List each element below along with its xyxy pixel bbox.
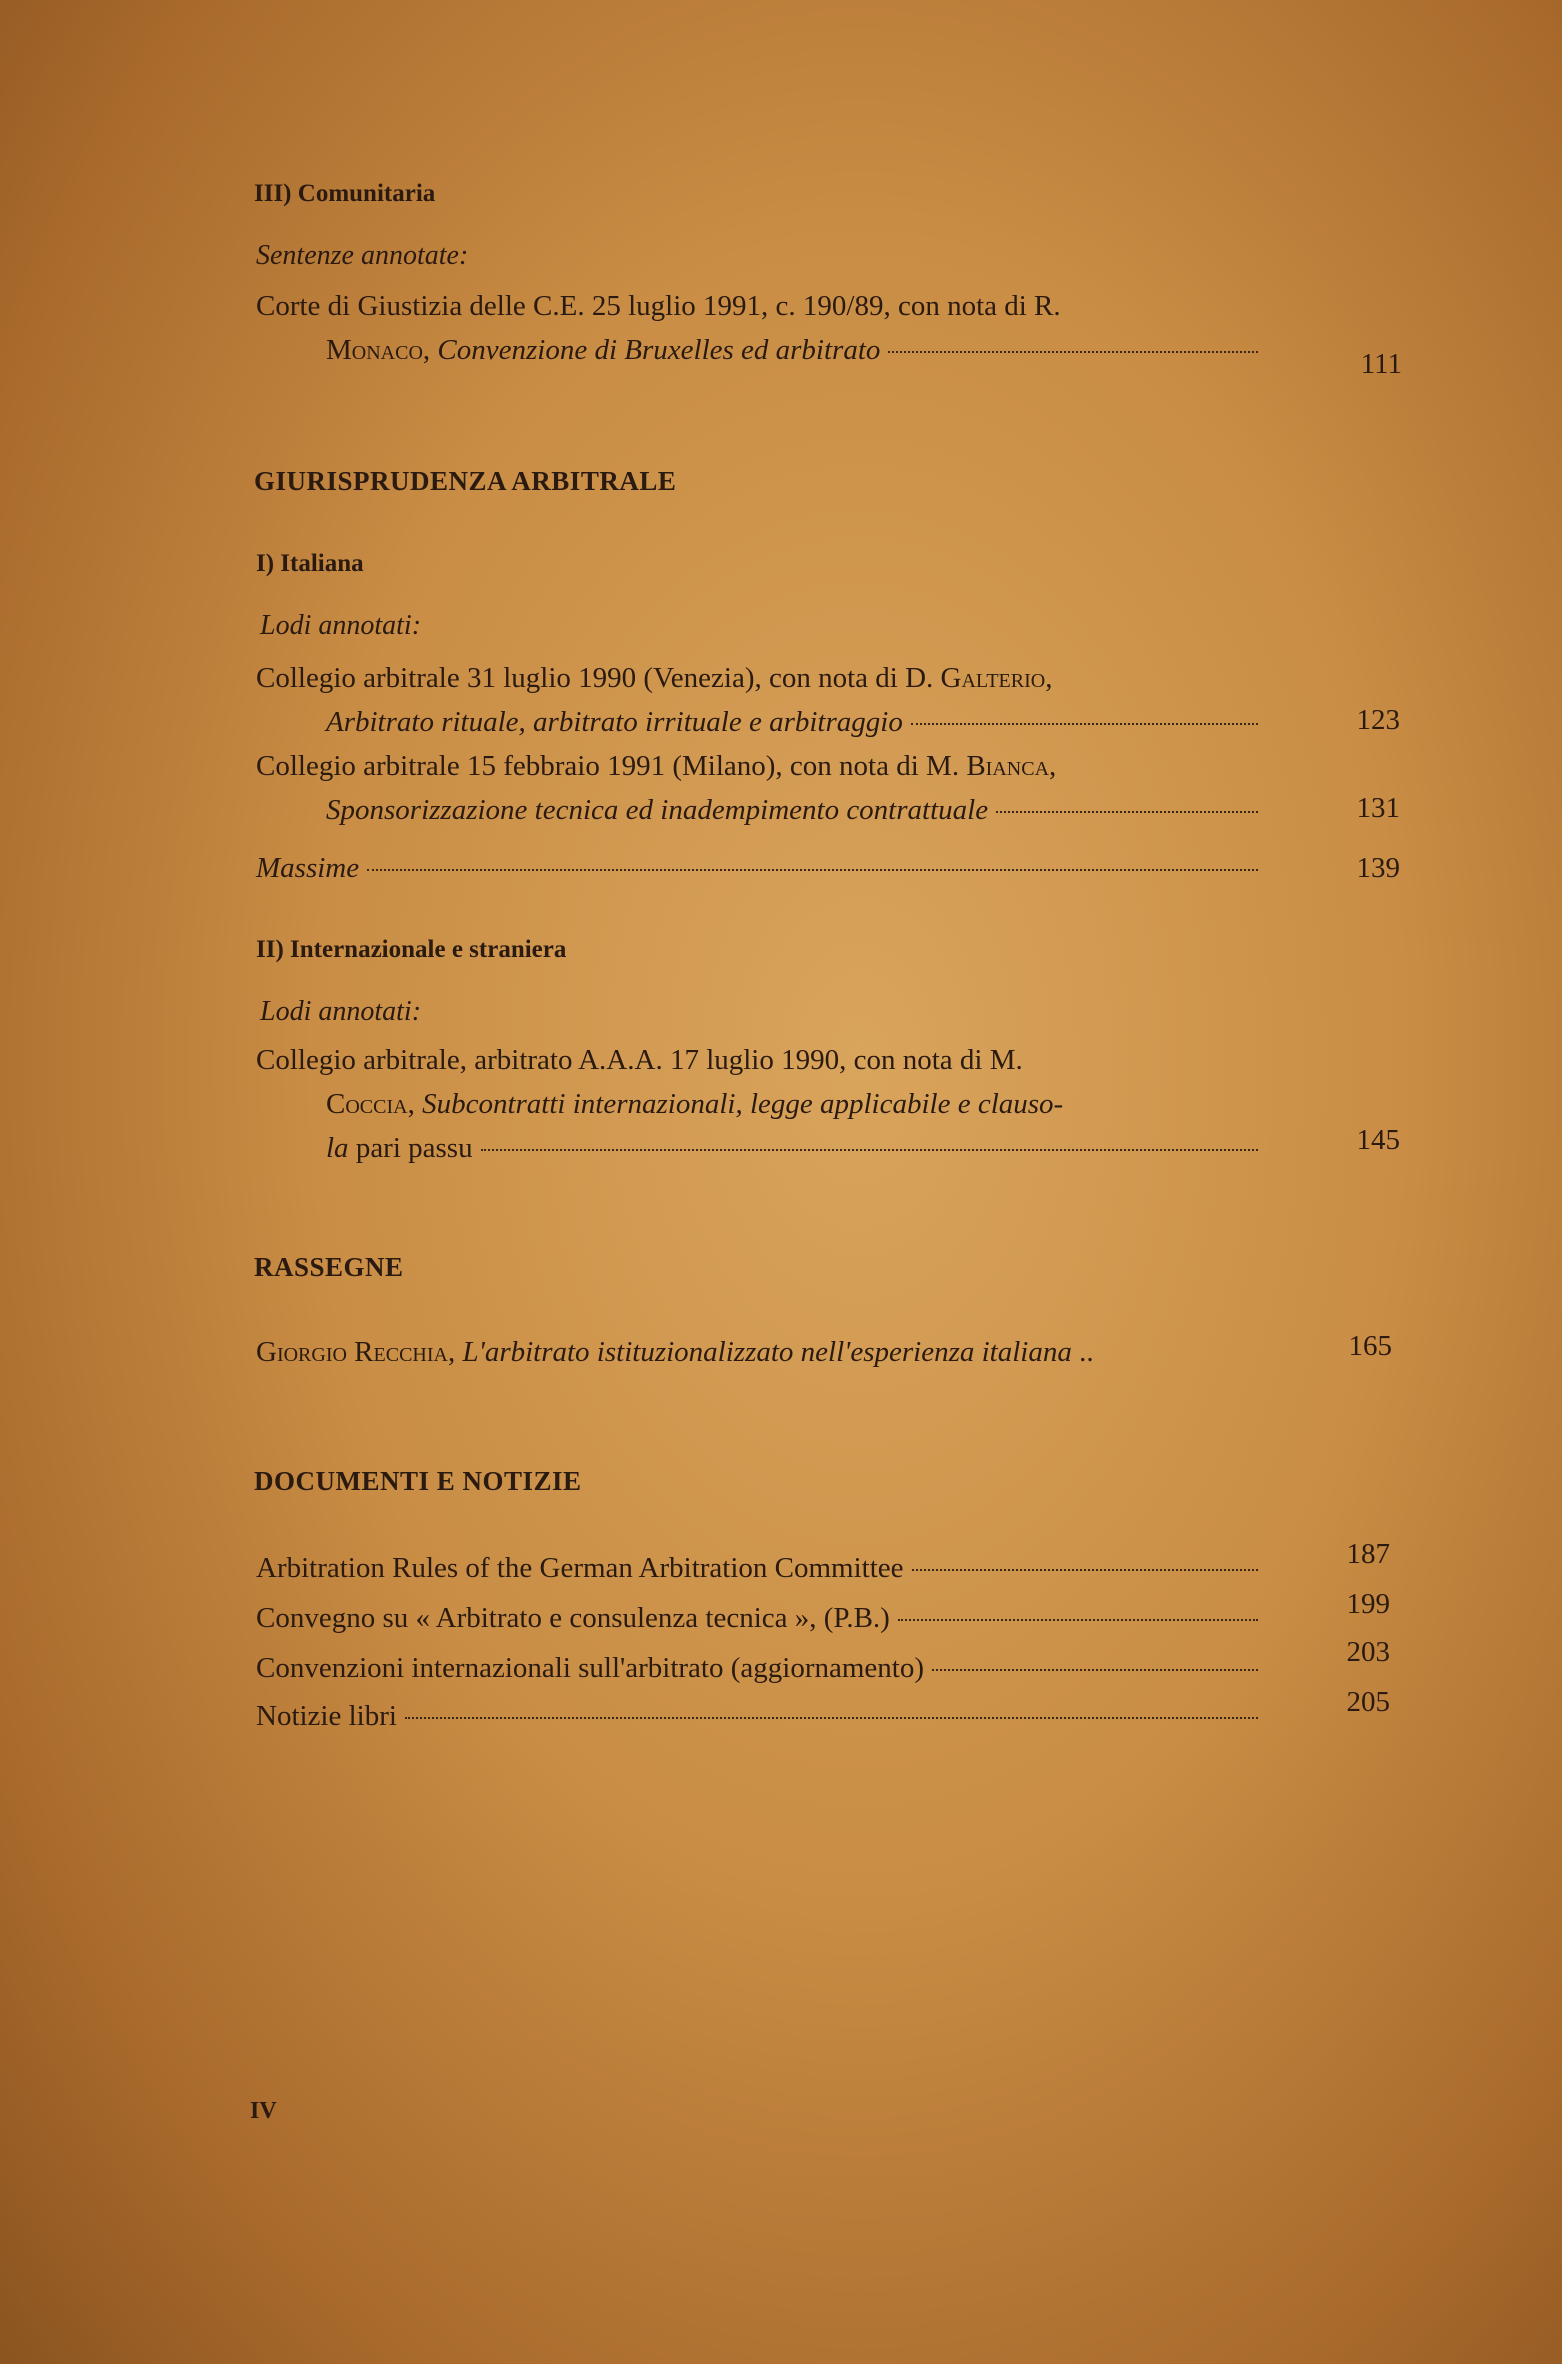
page-number: 131 [1356,792,1400,824]
entry-title: L'arbitrato istituzionalizzato nell'esperienza italiana [462,1336,1072,1368]
page-number: 205 [1346,1686,1390,1718]
dot-leader [898,1619,1258,1621]
section-heading-rassegne: RASSEGNE [254,1252,404,1282]
entry-text: Convenzioni internazionali sull'arbitrato (aggiornamento) [256,1652,924,1684]
page-number: 145 [1356,1124,1400,1156]
entry-text: Arbitration Rules of the German Arbitration Committee [256,1552,904,1584]
author-name: Monaco, [326,334,431,366]
entry-text: Convegno su « Arbitrato e consulenza tecnica », (P.B.) [256,1602,890,1634]
page-folio: IV [250,2098,277,2124]
entry-text: Corte di Giustizia delle C.E. 25 luglio 1991, c. 190/89, con nota di R. [256,290,1061,322]
entry-text: Notizie libri [256,1700,397,1732]
entry-text-cont: pari passu [355,1132,473,1164]
subheading-italiana: I) Italiana [256,550,364,577]
toc-entry-doc-1 [256,1546,1266,1590]
dot-leader [932,1669,1258,1671]
dot-leader [888,351,1258,353]
page-number: 187 [1346,1538,1390,1570]
page-number: 111 [1360,348,1402,380]
author-name: Galterio, [940,662,1053,694]
toc-entry-aaa [256,1038,1266,1170]
dot-leader [405,1717,1258,1719]
page-number: 139 [1356,852,1400,884]
dot-leader: .. [1079,1336,1094,1368]
entry-title: Sponsorizzazione tecnica ed inadempimento contrattuale [326,794,989,826]
entry-title: Arbitrato rituale, arbitrato irrituale e arbitraggio [326,706,903,738]
toc-entry-milano [256,744,1266,832]
entry-title: Subcontratti internazionali, legge applicabile e clauso- [422,1088,1064,1120]
dot-leader [996,811,1258,813]
entry-text: Collegio arbitrale 31 luglio 1990 (Venezia), con nota di D. [256,662,934,694]
toc-entry-massime [256,846,1266,890]
entry-text: Collegio arbitrale 15 febbraio 1991 (Milano), con nota di M. [256,750,960,782]
dot-leader [912,1569,1258,1571]
section-heading-documenti: DOCUMENTI E NOTIZIE [254,1466,582,1496]
section-heading-comunitaria: III) Comunitaria [254,180,436,207]
dot-leader [481,1149,1258,1151]
entry-text: Collegio arbitrale, arbitrato A.A.A. 17 luglio 1990, con nota di M. [256,1044,1023,1076]
subheading-internazionale: II) Internazionale e straniera [256,936,567,963]
page-number: 165 [1348,1330,1392,1362]
page-number: 203 [1346,1636,1390,1668]
toc-entry-corte-giustizia [256,284,1266,372]
label-lodi-annotati-2: Lodi annotati: [260,996,422,1027]
label-lodi-annotati: Lodi annotati: [260,610,422,641]
entry-title-cont: la [326,1132,349,1164]
dot-leader [367,869,1258,871]
dot-leader [911,723,1258,725]
author-name: Giorgio Recchia, [256,1336,456,1368]
entry-title: Convenzione di Bruxelles ed arbitrato [437,334,881,366]
toc-entry-doc-3 [256,1646,1266,1690]
label-sentenze-annotate: Sentenze annotate: [256,240,469,271]
toc-entry-recchia [256,1330,1266,1374]
page-number: 123 [1356,704,1400,736]
author-name: Bianca, [966,750,1057,782]
section-heading-giurisprudenza-arbitrale: GIURISPRUDENZA ARBITRALE [254,466,677,496]
page-number: 199 [1346,1588,1390,1620]
author-name: Coccia, [326,1088,415,1120]
toc-entry-doc-2 [256,1596,1266,1640]
toc-entry-venezia [256,656,1266,744]
toc-entry-doc-4 [256,1694,1266,1738]
entry-title: Massime [256,852,360,884]
